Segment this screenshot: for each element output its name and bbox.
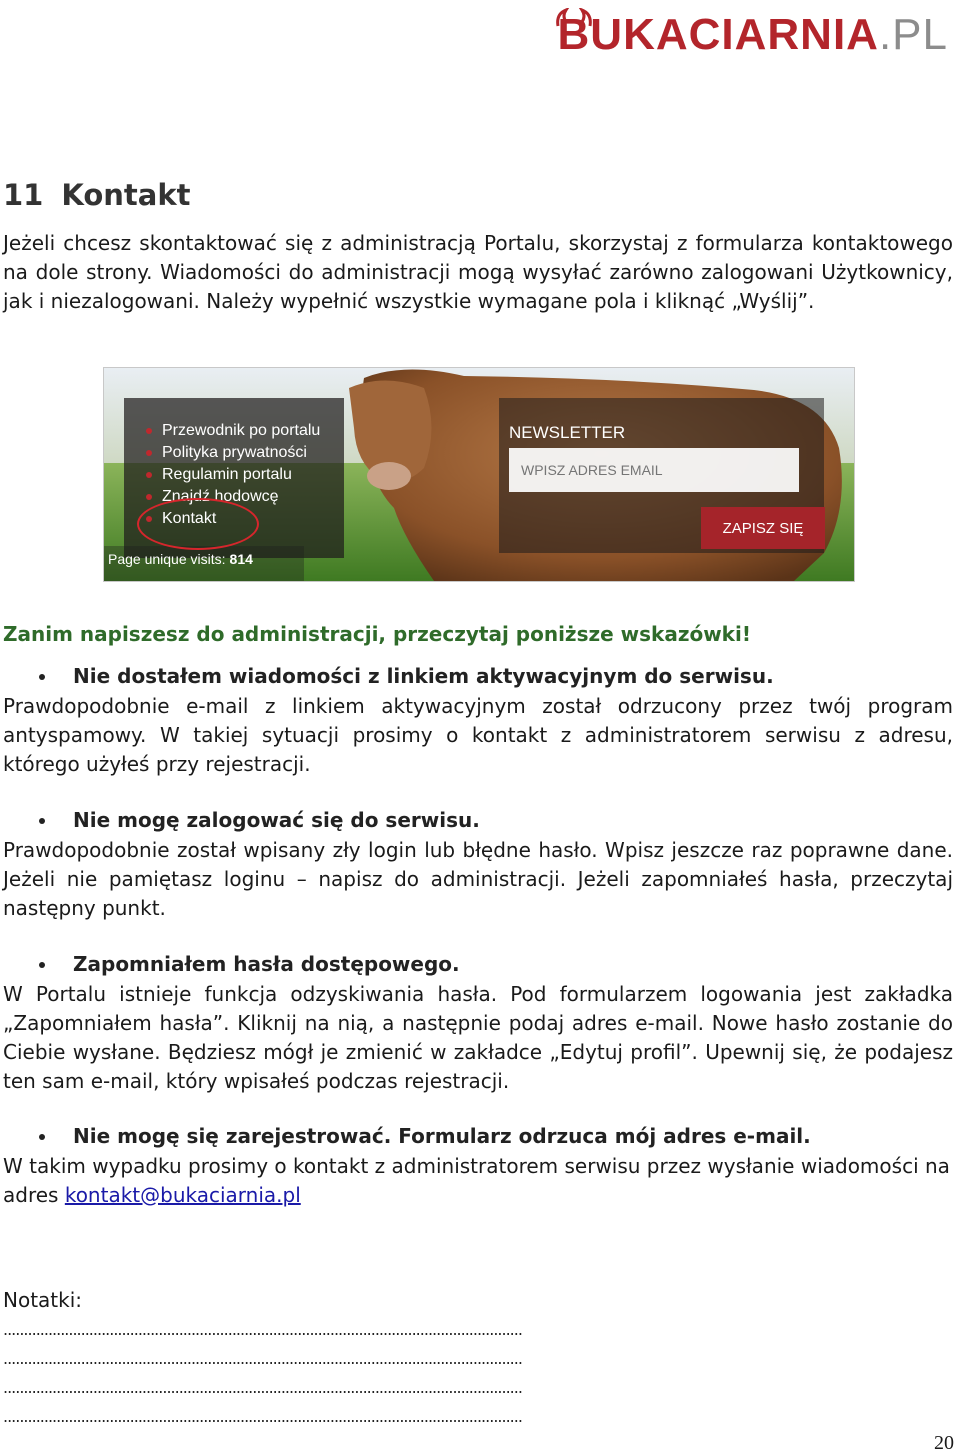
- notes-line: ...............................................................................................................................: [3, 1407, 522, 1426]
- logo-main: BUKACIARNIA: [557, 10, 879, 59]
- warning-heading: Zanim napiszesz do administracji, przeczytaj poniższe wskazówki!: [3, 622, 751, 646]
- faq-answer: Prawdopodobnie e-mail z linkiem aktywacyjnym został odrzucony przez twój program antyspamowy. W takiej sytuacji prosimy o kontakt z administratorem serwisu z adresu, którego użyłeś przy rejestracji.: [3, 694, 953, 776]
- contact-highlight-circle: [137, 498, 259, 550]
- bullet-icon: [39, 818, 45, 824]
- section-title: Kontakt: [61, 178, 191, 212]
- intro-paragraph: Jeżeli chcesz skontaktować się z administracją Portalu, skorzystaj z formularza kontaktowego na dole strony. Wiadomości do administracji mogą wysyłać zarówno zalogowani Użytkownicy, jak i niezalogowani. Należy wypełnić wszystkie wymagane pola i kliknąć „Wyślij”.: [3, 231, 953, 313]
- notes-label: Notatki:: [3, 1288, 83, 1312]
- menu-item-contact[interactable]: Kontakt: [142, 508, 320, 530]
- bullet-icon: [39, 962, 45, 968]
- notes-line: ...............................................................................................................................: [3, 1378, 522, 1397]
- faq-answer: Prawdopodobnie został wpisany zły login lub błędne hasło. Wpisz jeszcze raz poprawne dane. Jeżeli nie pamiętasz loginu – napisz do administracji. Jeżeli zapomniałeś hasła, przeczytaj następny punkt.: [3, 838, 953, 920]
- page-number: 20: [934, 1432, 954, 1454]
- faq-title: Nie mogę zalogować się do serwisu.: [73, 808, 480, 832]
- menu-item-terms[interactable]: Regulamin portalu: [142, 464, 320, 486]
- menu-item-find-breeder[interactable]: Znajdź hodowcę: [142, 486, 320, 508]
- notes-line: ...............................................................................................................................: [3, 1320, 522, 1339]
- horns-icon: [554, 8, 594, 28]
- section-heading: [3, 178, 190, 212]
- site-logo: [558, 10, 948, 60]
- menu-item-privacy[interactable]: Polityka prywatności: [142, 442, 320, 464]
- visits-label: Page unique visits:: [108, 551, 226, 567]
- bullet-icon: [39, 674, 45, 680]
- newsletter-title: NEWSLETTER: [509, 423, 626, 442]
- logo-suffix: .PL: [878, 10, 948, 59]
- notes-line: ...............................................................................................................................: [3, 1349, 522, 1368]
- menu-item-guide[interactable]: Przewodnik po portalu: [142, 420, 320, 442]
- section-number: 11: [3, 178, 44, 212]
- bullet-icon: [39, 1134, 45, 1140]
- visits-counter: [108, 551, 253, 567]
- visits-count: 814: [229, 551, 253, 567]
- faq-answer: [3, 1152, 953, 1210]
- site-banner-screenshot: [103, 367, 855, 582]
- faq-title: Nie mogę się zarejestrować. Formularz odrzuca mój adres e-mail.: [73, 1124, 811, 1148]
- faq-title: Zapomniałem hasła dostępowego.: [73, 952, 460, 976]
- newsletter-email-input[interactable]: [509, 448, 799, 492]
- faq-answer-text: W takim wypadku prosimy o kontakt z administratorem serwisu przez wysłanie wiadomości na adres: [3, 1154, 950, 1207]
- faq-answer: W Portalu istnieje funkcja odzyskiwania hasła. Pod formularzem logowania jest zakładka „Zapomniałem hasła”. Kliknij na nią, a następnie podaj adres e-mail. Nowe hasło zostanie do Ciebie wysłane. Będziesz mógł je zmienić w zakładce „Edytuj profil”. Upewnij się, że podajesz ten sam e-mail, który wpisałeś podczas rejestracji.: [3, 982, 953, 1093]
- subscribe-button[interactable]: ZAPISZ SIĘ: [701, 507, 825, 549]
- faq-title: Nie dostałem wiadomości z linkiem aktywacyjnym do serwisu.: [73, 664, 774, 688]
- contact-email-link[interactable]: kontakt@bukaciarnia.pl: [64, 1183, 301, 1207]
